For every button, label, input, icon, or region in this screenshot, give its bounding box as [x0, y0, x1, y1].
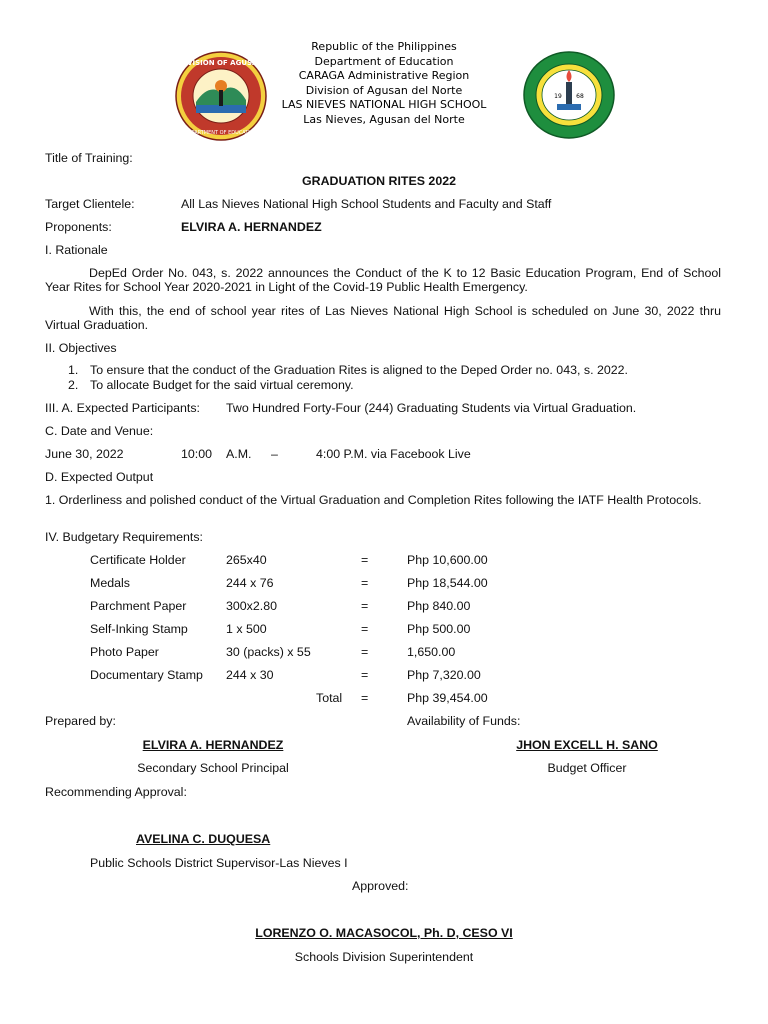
funds-officer-title: Budget Officer: [547, 761, 627, 775]
objectives-list: [68, 363, 628, 392]
school-seal-logo: [522, 50, 616, 140]
budget-qty: 1 x 500: [226, 622, 267, 636]
event-am: A.M.: [226, 447, 252, 461]
recommending-name: AVELINA C. DUQUESA: [136, 832, 271, 846]
budget-item: Documentary Stamp: [90, 668, 203, 682]
budget-total-label: Total: [316, 691, 343, 705]
recommending-title: Public Schools District Supervisor-Las Nieves I: [90, 856, 348, 870]
proponents-label: Proponents:: [45, 220, 112, 234]
approved-title: Schools Division Superintendent: [294, 950, 474, 964]
funds-officer-name: JHON EXCELL H. SANO: [516, 738, 658, 752]
table-row: [0, 553, 768, 569]
budget-eq: =: [361, 668, 369, 682]
table-row: [0, 645, 768, 661]
prepared-by-label: Prepared by:: [45, 714, 116, 728]
rationale-heading: I. Rationale: [45, 243, 108, 257]
participants-label: III. A. Expected Participants:: [45, 401, 200, 415]
budget-item: Medals: [90, 576, 130, 590]
prepared-by-title: Secondary School Principal: [137, 761, 289, 775]
recommending-label: Recommending Approval:: [45, 785, 187, 799]
budget-eq: =: [361, 645, 369, 659]
proponents-value: ELVIRA A. HERNANDEZ: [181, 220, 322, 234]
target-clientele-value: All Las Nieves National High School Students and Faculty and Staff: [181, 197, 552, 211]
budget-eq: =: [361, 576, 369, 590]
event-time-end-venue: 4:00 P.M. via Facebook Live: [316, 447, 471, 461]
rationale-paragraph-1: [45, 266, 721, 294]
objectives-heading: II. Objectives: [45, 341, 117, 355]
table-row: [0, 622, 768, 638]
budget-item: Certificate Holder: [90, 553, 186, 567]
budget-amount: 1,650.00: [407, 645, 456, 659]
header-line: Department of Education: [314, 54, 454, 68]
budget-amount: Php 10,600.00: [407, 553, 488, 567]
svg-text:DEPARTMENT OF EDUCATION: DEPARTMENT OF EDUCATION: [184, 130, 258, 136]
budget-amount: Php 500.00: [407, 622, 471, 636]
seal-year-right: 68: [576, 93, 584, 100]
budget-item: Photo Paper: [90, 645, 159, 659]
budget-eq: =: [361, 599, 369, 613]
event-time-start: 10:00: [181, 447, 213, 461]
budget-qty: 265x40: [226, 553, 267, 567]
svg-text:DIVISION OF AGUSAN: DIVISION OF AGUSAN: [178, 59, 264, 67]
budget-total-amount: Php 39,454.00: [407, 691, 488, 705]
output-text: 1. Orderliness and polished conduct of the Virtual Graduation and Completion Rites following the IATF Health Protocols.: [45, 493, 702, 507]
seal-year-left: 19: [554, 93, 562, 100]
event-date: June 30, 2022: [45, 447, 124, 461]
header-line: Division of Agusan del Norte: [305, 83, 463, 97]
table-row: [0, 576, 768, 592]
approved-name: LORENZO O. MACASOCOL, Ph. D, CESO VI: [255, 926, 513, 940]
event-dash: –: [271, 447, 278, 461]
approved-label: Approved:: [352, 879, 409, 893]
budget-item: Self-Inking Stamp: [90, 622, 188, 636]
training-title: GRADUATION RITES 2022: [302, 174, 456, 188]
participants-value: Two Hundred Forty-Four (244) Graduating Students via Virtual Graduation.: [226, 401, 637, 415]
table-row: [0, 668, 768, 684]
header-line: CARAGA Administrative Region: [298, 69, 470, 83]
budget-qty: 244 x 76: [226, 576, 274, 590]
budget-total-eq: =: [361, 691, 369, 705]
prepared-by-name: ELVIRA A. HERNANDEZ: [142, 738, 284, 752]
rationale-p2-text: With this, the end of school year rites of Las Nieves National High School is scheduled on June 30, 2022 thru Virtual Graduation.: [45, 304, 721, 332]
title-of-training-label: Title of Training:: [45, 151, 133, 165]
budget-item: Parchment Paper: [90, 599, 187, 613]
budget-total-row: [0, 691, 768, 707]
budget-heading: IV. Budgetary Requirements:: [45, 530, 203, 544]
budget-eq: =: [361, 622, 369, 636]
rationale-p1-text: DepEd Order No. 043, s. 2022 announces the Conduct of the K to 12 Basic Education Program, End of School Year Rites for School Year 2020-2021 in Light of the Covid-19 Public Health Emergency.: [45, 266, 721, 294]
budget-amount: Php 18,544.00: [407, 576, 488, 590]
header-line: Republic of the Philippines: [311, 40, 457, 53]
table-row: [0, 599, 768, 615]
budget-qty: 244 x 30: [226, 668, 274, 682]
target-clientele-label: Target Clientele:: [45, 197, 135, 211]
list-item: 2. To allocate Budget for the said virtual ceremony.: [68, 377, 354, 392]
budget-eq: =: [361, 553, 369, 567]
funds-label: Availability of Funds:: [407, 714, 521, 728]
budget-amount: Php 840.00: [407, 599, 471, 613]
budget-qty: 300x2.80: [226, 599, 277, 613]
rationale-paragraph-2: [45, 304, 721, 332]
budget-qty: 30 (packs) x 55: [226, 645, 311, 659]
header-line: Las Nieves, Agusan del Norte: [303, 112, 465, 126]
list-item: 1. To ensure that the conduct of the Graduation Rites is aligned to the Deped Order no. 043, s. 2022.: [68, 363, 628, 377]
budget-amount: Php 7,320.00: [407, 668, 481, 682]
date-venue-heading: C. Date and Venue:: [45, 424, 154, 438]
output-heading: D. Expected Output: [45, 470, 154, 484]
header-line: LAS NIEVES NATIONAL HIGH SCHOOL: [281, 98, 487, 112]
letterhead: [244, 40, 524, 128]
